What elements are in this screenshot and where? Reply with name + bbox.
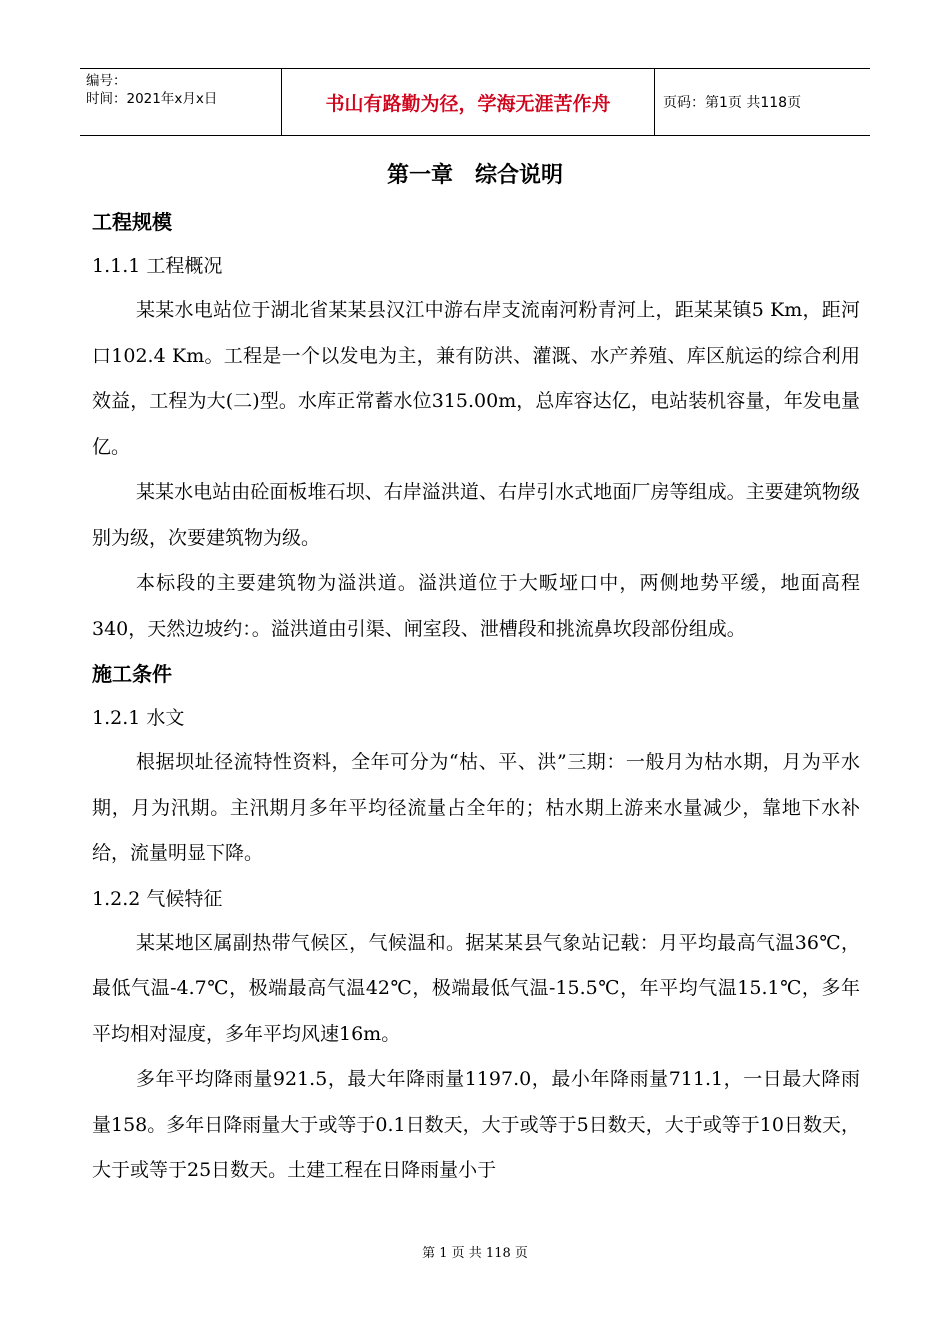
subsection-title-climate: 1.2.2 气候特征	[92, 887, 223, 910]
section-title-conditions: 施工条件	[92, 662, 172, 686]
paragraph: 某某地区属副热带气候区，气候温和。据某某县气象站记载：月平均最高气温36℃，最低气温-4.7℃，极端最高气温42℃，极端最低气温-15.5℃，年平均气温15.1℃，多年平均相对湿度，多年平均风速16m。	[92, 931, 860, 1045]
subsection-title-overview: 1.1.1 工程概况	[92, 255, 223, 277]
paragraph: 本标段的主要建筑物为溢洪道。溢洪道位于大畈垭口中，两侧地势平缓，地面高程340，天然边坡约：。溢洪道由引渠、闸室段、泄槽段和挑流鼻坎段部份组成。	[92, 572, 860, 640]
chapter-title: 第一章 综合说明	[386, 163, 563, 188]
document-body	[92, 200, 860, 1194]
paragraph: 多年平均降雨量921.5，最大年降雨量1197.0，最小年降雨量711.1，一日最大降雨量158。多年日降雨量大于或等于0.1日数天，大于或等于5日数天，大于或等于10日数天，大于或等于25日数天。土建工程在日降雨量小于	[92, 1068, 860, 1181]
header-meta	[80, 69, 282, 135]
paragraph: 某某水电站位于湖北省某某县汉江中游右岸支流南河粉青河上，距某某镇5 Km，距河口102.4 Km。工程是一个以发电为主，兼有防洪、灌溉、水产养殖、库区航运的综合利用效益，工程为大(二)型。水库正常蓄水位315.00m，总库容达亿，电站装机容量，年发电量亿。	[92, 299, 860, 458]
page-footer: 第 1 页 共 118 页	[422, 1246, 528, 1261]
header-motto: 书山有路勤为径，学海无涯苦作舟	[282, 69, 655, 135]
header-table	[80, 68, 870, 136]
header-page-info: 页码：第1页 共118页	[663, 95, 802, 111]
paragraph: 根据坝址径流特性资料，全年可分为“枯、平、洪”三期：一般月为枯水期，月为平水期，月为汛期。主汛期月多年平均径流量占全年的；枯水期上游来水量减少，靠地下水补给，流量明显下降。	[92, 751, 860, 864]
doc-number-label: 编号：	[86, 73, 127, 89]
paragraph: 某某水电站由砼面板堆石坝、右岸溢洪道、右岸引水式地面厂房等组成。主要建筑物级别为级，次要建筑物为级。	[92, 481, 860, 549]
subsection-title-hydrology: 1.2.1 水文	[92, 707, 185, 729]
section-title-scale: 工程规模	[92, 210, 172, 234]
doc-time-label: 时间：2021年x月x日	[86, 91, 218, 107]
